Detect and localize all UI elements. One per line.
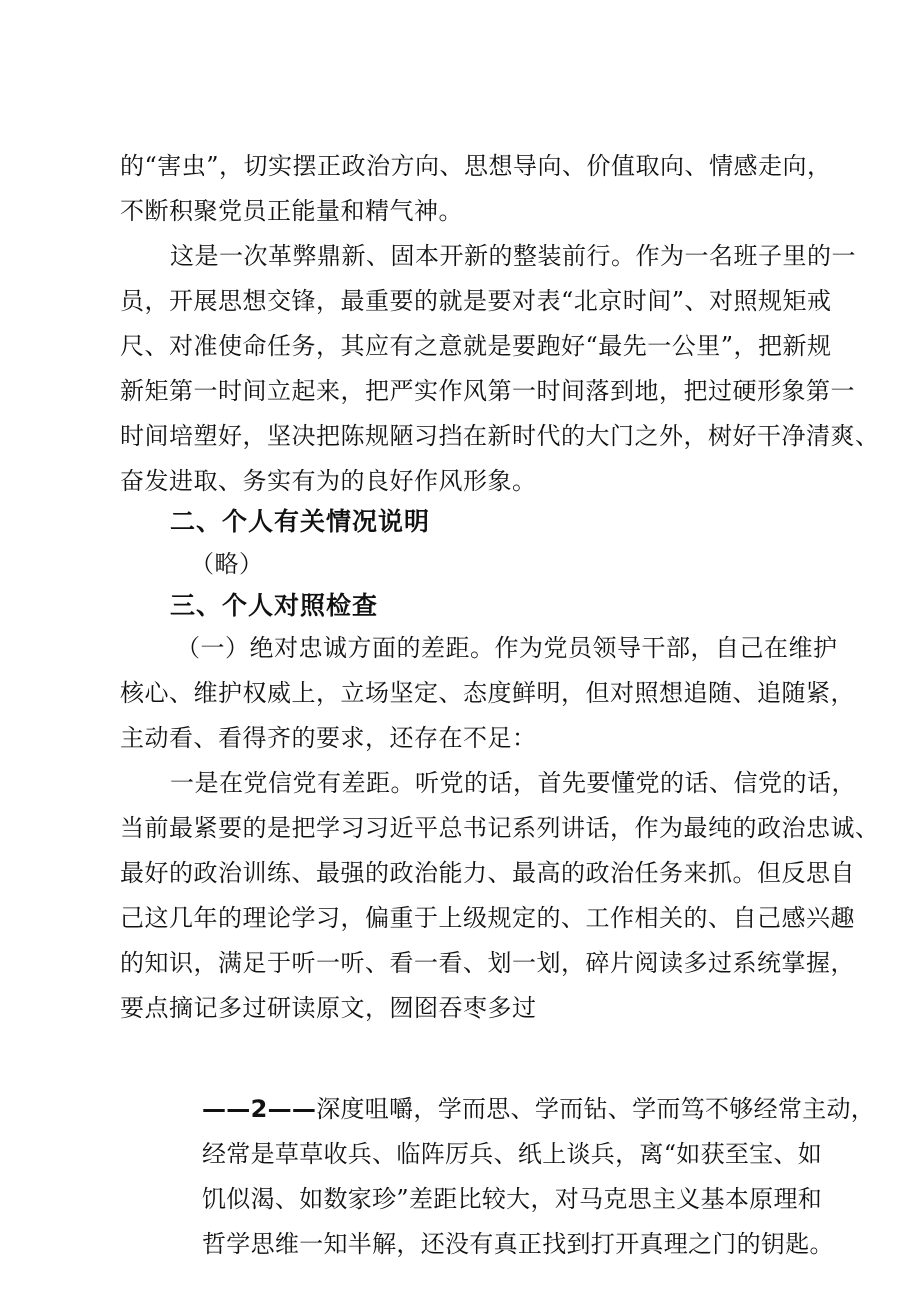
body-line: 的知识，满足于听一听、看一看、划一划，碎片阅读多过系统掌握，	[120, 949, 855, 977]
body-line: 一是在党信党有差距。听党的话，首先要懂党的话、信党的话，	[170, 769, 856, 797]
body-line: 时间培塑好，坚决把陈规陋习挡在新时代的大门之外，树好干净清爽、	[120, 422, 880, 450]
body-line: 这是一次革弊鼎新、固本开新的整装前行。作为一名班子里的一	[170, 242, 856, 270]
footer-line: 饥似渴、如数家珍”差距比较大，对马克思主义基本原理和	[202, 1185, 823, 1213]
body-line: 新矩第一时间立起来，把严实作风第一时间落到地，把过硬形象第一	[120, 377, 855, 405]
body-line: 当前最紧要的是把学习习近平总书记系列讲话，作为最纯的政治忠诚、	[120, 814, 880, 842]
section-heading: 二、个人有关情况说明	[170, 507, 431, 536]
body-line: 最好的政治训练、最强的政治能力、最高的政治任务来抓。但反思自	[120, 859, 855, 887]
body-line: 主动看、看得齐的要求，还存在不足：	[120, 724, 537, 752]
footer-line: 哲学思维一知半解，还没有真正找到打开真理之门的钥匙。	[202, 1230, 834, 1258]
section-heading: 三、个人对照检查	[170, 591, 379, 620]
body-line: 员，开展思想交锋，最重要的就是要对表“北京时间”、对照规矩戒	[120, 287, 832, 315]
body-line: （一）绝对忠诚方面的差距。作为党员领导干部，自己在维护	[176, 634, 838, 662]
footer-line: 经常是草草收兵、临阵厉兵、纸上谈兵，离“如获至宝、如	[202, 1140, 823, 1168]
footer-text: 深度咀嚼，学而思、学而钻、学而笃不够经常主动，	[316, 1095, 876, 1123]
footer-line	[202, 1094, 875, 1124]
body-line: 核心、维护权威上，立场坚定、态度鲜明，但对照想追随、追随紧，	[120, 679, 855, 707]
body-line: 的“害虫”，切实摆正政治方向、思想导向、价值取向、情感走向，	[120, 152, 832, 180]
body-line: 不断积聚党员正能量和精气神。	[120, 197, 463, 225]
body-line: 要点摘记多过研读原文，囫囵吞枣多过	[120, 994, 537, 1022]
page-number: ——2——	[202, 1095, 317, 1123]
section-note: （略）	[190, 550, 264, 578]
body-line: 己这几年的理论学习，偏重于上级规定的、工作相关的、自己感兴趣	[120, 904, 855, 932]
body-line: 尺、对准使命任务，其应有之意就是要跑好“最先一公里”，把新规	[120, 332, 832, 360]
body-line: 奋发进取、务实有为的良好作风形象。	[120, 467, 537, 495]
